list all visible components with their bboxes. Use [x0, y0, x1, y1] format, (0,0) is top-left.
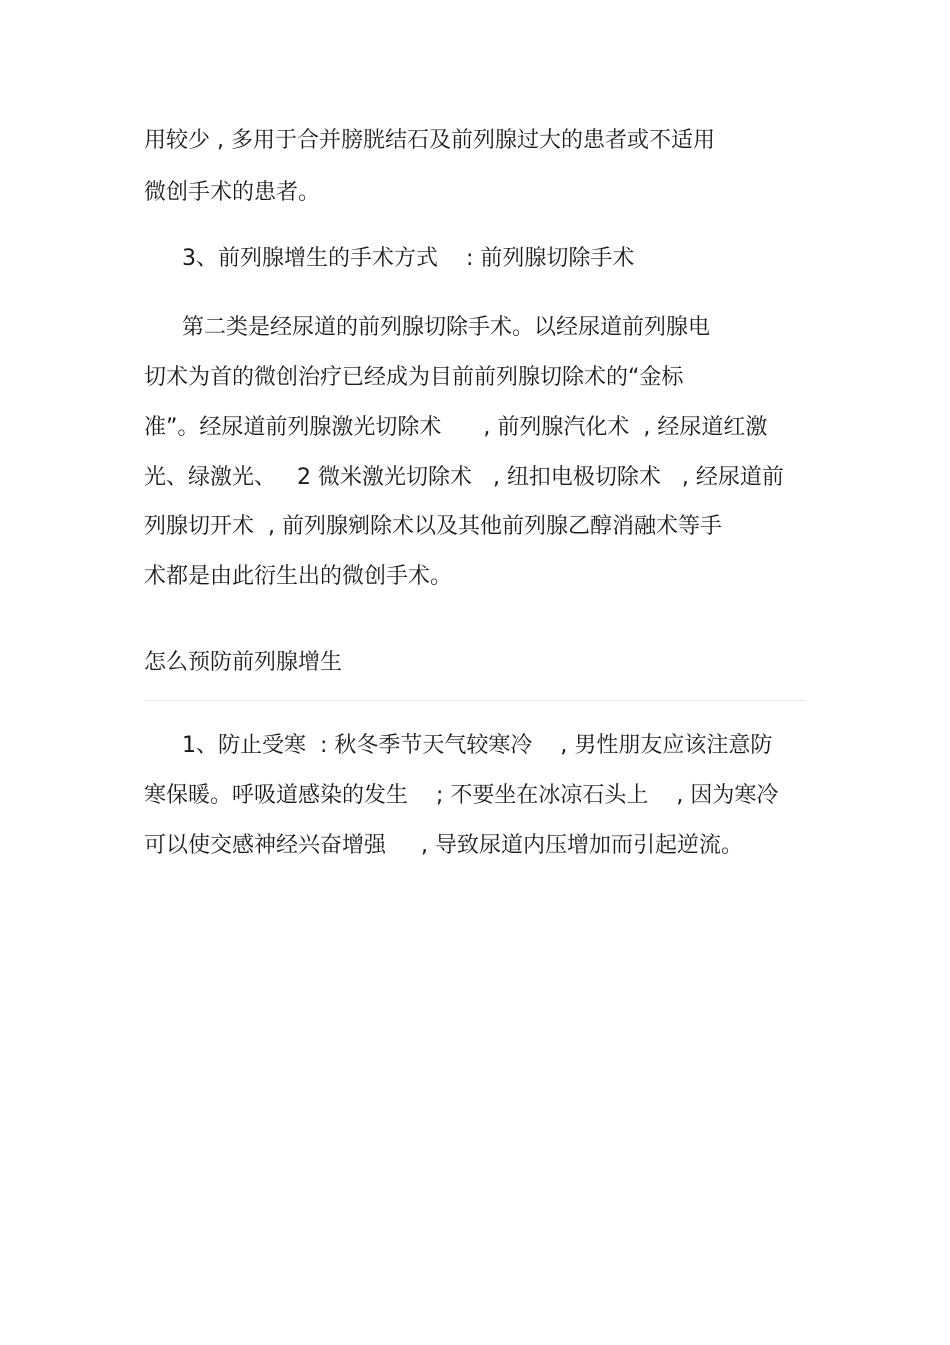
paragraph-line: 切术为首的微创治疗已经成为目前前列腺切除术的“金标 — [144, 365, 684, 390]
section-title: 怎么预防前列腺增生 — [144, 650, 343, 675]
paragraph-line: 列腺切开术 , 前列腺剜除术以及其他前列腺乙醇消融术等手 — [144, 514, 722, 539]
paragraph-line: 可以使交感神经兴奋增强 , 导致尿道内压增加而引起逆流。 — [144, 833, 743, 858]
paragraph-line: 第二类是经尿道的前列腺切除手术。以经尿道前列腺电 — [182, 315, 711, 340]
section-heading: 3、前列腺增生的手术方式 : 前列腺切除手术 — [182, 246, 635, 271]
paragraph-line: 术都是由此衍生出的微创手术。 — [144, 564, 453, 589]
paragraph-line: 寒保暖。呼吸道感染的发生 ; 不要坐在冰凉石头上 , 因为寒冷 — [144, 783, 779, 808]
section-divider — [144, 700, 805, 701]
paragraph-line: 准”。经尿道前列腺激光切除术 , 前列腺汽化术 , 经尿道红激 — [144, 415, 768, 440]
paragraph-line: 光、绿激光、 2 微米激光切除术 , 纽扣电极切除术 , 经尿道前 — [144, 465, 784, 490]
paragraph-line: 1、防止受寒 : 秋冬季节天气较寒冷 , 男性朋友应该注意防 — [182, 733, 773, 758]
paragraph-line: 用较少 , 多用于合并膀胱结石及前列腺过大的患者或不适用 — [144, 128, 715, 153]
paragraph-line: 微创手术的患者。 — [144, 180, 321, 205]
